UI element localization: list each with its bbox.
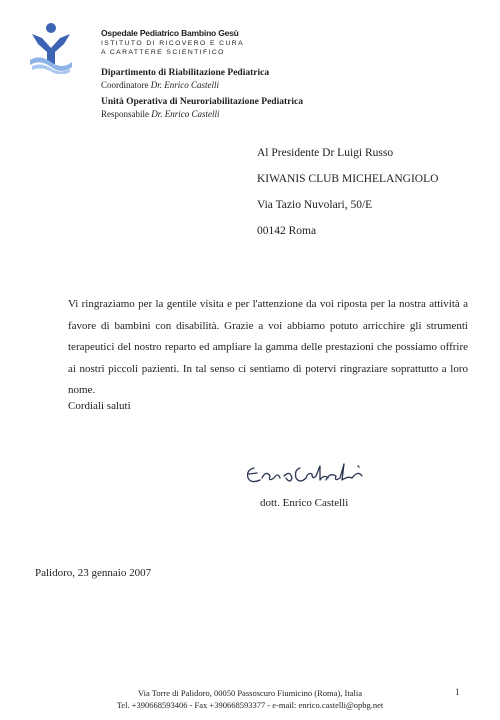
signer-name: dott. Enrico Castelli — [260, 497, 349, 509]
recipient-line-1: Al Presidente Dr Luigi Russo — [257, 147, 394, 159]
footer — [0, 688, 500, 711]
recipient-address — [257, 140, 438, 244]
institute-line-2: A CARATTERE SCIENTIFICO — [101, 48, 225, 56]
hospital-logo-icon — [28, 22, 74, 74]
footer-address: Via Torre di Palidoro, 00050 Passoscuro Fiumicino (Roma), Italia — [138, 688, 362, 698]
place-and-date: Palidoro, 23 gennaio 2007 — [35, 567, 152, 579]
letter-body-paragraph: Vi ringraziamo per la gentile visita e per l'attenzione da voi riposta per la nostra attività a favore di bambini con disabilità. Grazie a voi abbiamo potuto arricchire gli strumenti terapeutici del nostro reparto ed ampliare la gamma delle prestazioni che possiamo offrire ai nostri piccoli pazienti. In tal senso ci sentiamo di potervi ringraziare soprattutto a loro nome. — [68, 298, 468, 396]
institute-description — [101, 40, 244, 57]
recipient-line-4: 00142 Roma — [257, 225, 317, 237]
footer-contacts: Tel. +390668593406 - Fax +390668593377 - e-mail: enrico.castelli@opbg.net — [116, 699, 384, 710]
unit-head-name: Dr. Enrico Castelli — [151, 109, 220, 119]
department-name: Dipartimento di Riabilitazione Pediatrica — [101, 68, 270, 78]
letter-closing: Cordiali saluti — [68, 400, 131, 412]
institute-line-1: ISTITUTO DI RICOVERO E CURA — [101, 40, 245, 47]
department-coordinator — [101, 80, 219, 90]
hospital-name: Ospedale Pediatrico Bambino Gesù — [101, 28, 239, 38]
unit-head — [101, 109, 220, 119]
unit-name: Unità Operativa di Neuroriabilitazione Pediatrica — [101, 97, 303, 107]
department-coordinator-label: Coordinatore — [101, 80, 149, 90]
page-number: 1 — [455, 687, 460, 697]
department-coordinator-name: Dr. Enrico Castelli — [150, 80, 220, 90]
recipient-line-2: KIWANIS CLUB MICHELANGIOLO — [257, 173, 439, 185]
recipient-line-3: Via Tazio Nuvolari, 50/E — [257, 199, 373, 211]
unit-head-label: Responsabile — [101, 109, 149, 119]
handwritten-signature-icon — [240, 456, 375, 498]
